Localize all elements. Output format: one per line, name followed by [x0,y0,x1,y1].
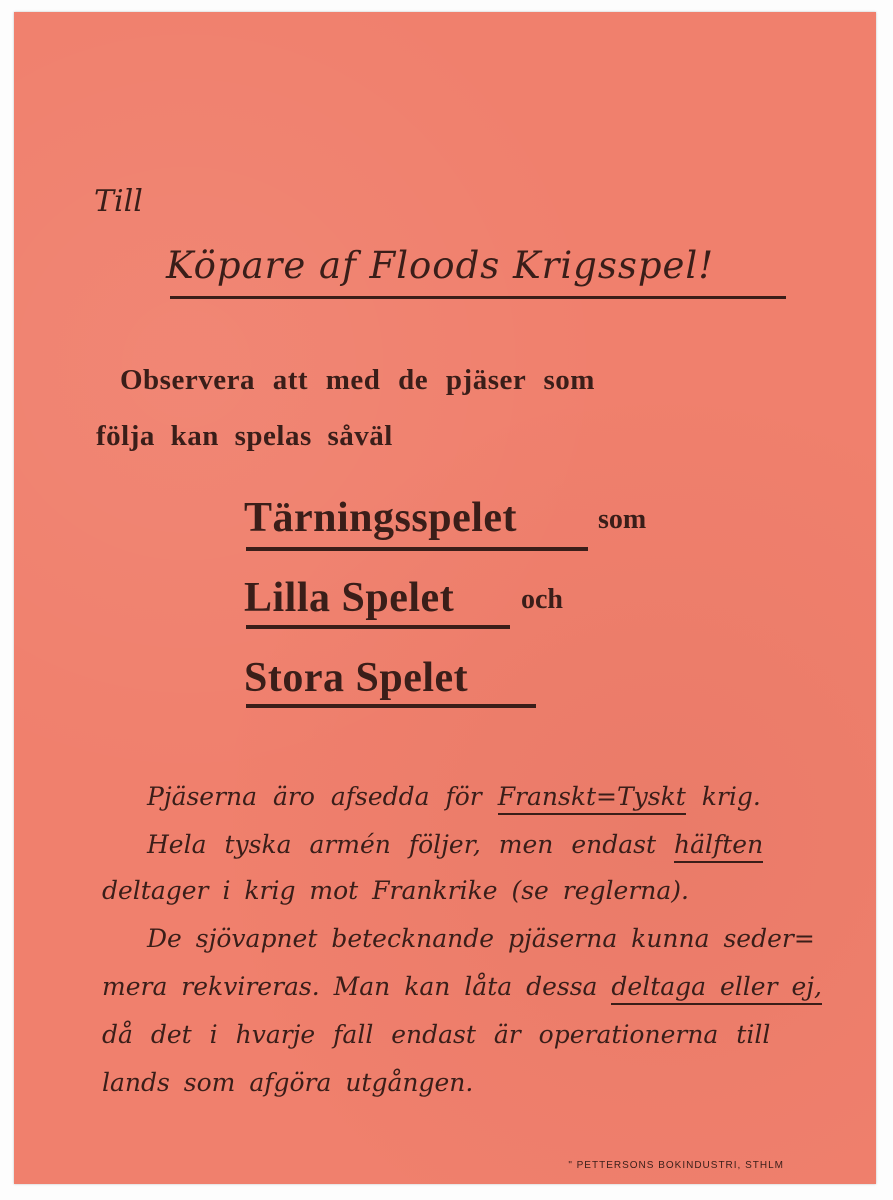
game-name-lilla-spelet: Lilla Spelet [244,575,455,621]
game-name-stora-spelet: Stora Spelet [244,655,469,701]
body-line-6: då det i hvarje fall endast är operationerna till [102,1020,771,1049]
leaflet-heading: Köpare af Floods Krigsspel! [166,244,715,287]
leaflet-sheet [14,12,876,1184]
heading-underline [170,296,786,299]
underlined-deltaga-eller-ej: deltaga eller ej, [611,972,822,1005]
body-line-4: De sjövapnet betecknande pjäserna kunna seder= [147,924,815,953]
underlined-franskt-tyskt: Franskt=Tyskt [498,782,686,815]
body-line-5: mera rekvireras. Man kan låta dessa deltaga eller ej, [102,972,822,1001]
conjunction-som: som [598,504,647,535]
game-underline-2 [246,625,510,629]
game-underline-1 [246,547,588,551]
conjunction-och: och [521,584,563,615]
body-line-7: lands som afgöra utgången. [102,1068,474,1097]
body-line-1: Pjäserna äro afsedda för Franskt=Tyskt krig. [147,782,761,811]
intro-line-2: följa kan spelas såväl [96,420,393,452]
underlined-halften: hälften [674,830,763,863]
printer-imprint: " PETTERSONS BOKINDUSTRI, STHLM [568,1160,784,1171]
game-underline-3 [246,704,536,708]
body-line-3: deltager i krig mot Frankrike (se reglerna). [102,876,689,905]
intro-line-1: Observera att med de pjäser som [120,364,595,396]
salutation-till: Till [94,184,143,219]
game-name-tarningsspelet: Tärningsspelet [244,495,518,541]
body-line-2: Hela tyska armén följer, men endast hälften [147,830,763,859]
